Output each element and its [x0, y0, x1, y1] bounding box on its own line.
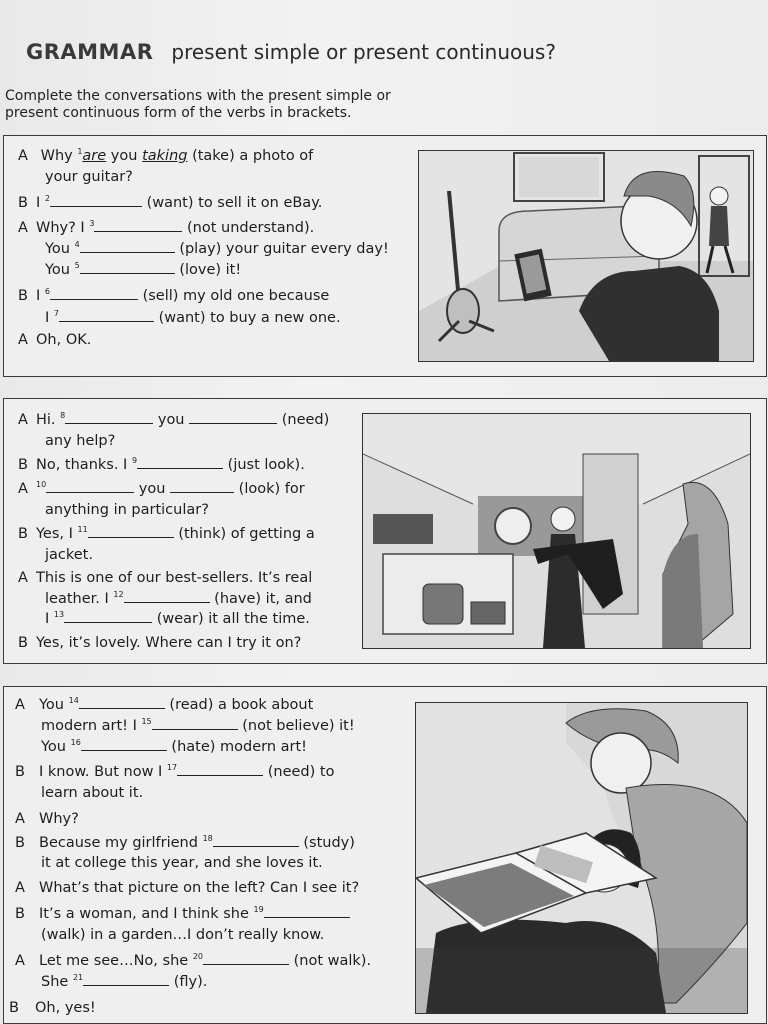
item-number: 5 [74, 261, 80, 270]
item-number: 7 [53, 309, 59, 318]
line-text: Let me see…No, she [39, 953, 193, 969]
speaker-label: A [18, 481, 28, 497]
dialogue-line [18, 569, 312, 587]
speaker-label: A [15, 953, 25, 969]
item-number: 6 [44, 287, 50, 296]
dialogue-line [18, 331, 91, 349]
speaker-label: B [15, 906, 25, 922]
line-text: Why? [39, 811, 79, 827]
dialogue-line [18, 480, 305, 498]
dialogue-line [41, 973, 207, 991]
line-text: (take) a photo of [187, 148, 314, 164]
speaker-label: A [15, 880, 25, 896]
dialogue-line: any help? [45, 433, 116, 449]
speaker-label: B [18, 526, 28, 542]
answer-blank-15[interactable] [152, 717, 238, 730]
line-text: (wear) it all the time. [156, 611, 310, 627]
line-text: I [45, 310, 54, 326]
dialogue-line [45, 261, 241, 279]
item-number: 20 [192, 952, 203, 961]
line-text: (read) a book about [169, 697, 314, 713]
line-text: (want) to buy a new one. [158, 310, 341, 326]
line-text: (think) of getting a [178, 526, 315, 542]
dialogue-line [41, 717, 355, 735]
dialogue-line [45, 309, 341, 327]
item-number: 14 [68, 696, 79, 705]
item-number: 10 [36, 480, 47, 489]
answer-blank-6[interactable] [50, 287, 138, 300]
dialogue-line [18, 525, 315, 543]
dialogue-line [45, 240, 389, 258]
line-text: (need) [281, 412, 330, 428]
dialogue-line [18, 287, 329, 305]
dialogue-line: learn about it. [41, 785, 144, 801]
answer-blank-12[interactable] [124, 590, 210, 603]
answer-blank-13[interactable] [64, 610, 152, 623]
line-text: (hate) modern art! [171, 739, 307, 755]
line-text: (want) to sell it on eBay. [146, 195, 323, 211]
item-number: 12 [113, 590, 124, 599]
speaker-label: B [18, 457, 28, 473]
line-text: (fly). [173, 974, 208, 990]
item-number: 2 [44, 194, 50, 203]
dialogue-line: (walk) in a garden…I don’t really know. [41, 927, 325, 943]
answer-blank-5[interactable] [80, 261, 175, 274]
line-text: Why [40, 148, 78, 164]
item-number: 21 [72, 973, 84, 982]
answer-blank-8b[interactable] [189, 411, 277, 424]
dialogue-line [45, 590, 312, 608]
line-text: (love) it! [179, 262, 242, 278]
answer-blank-18[interactable] [213, 834, 299, 847]
line-text: you [157, 412, 185, 428]
line-text: Oh, OK. [36, 332, 92, 348]
guitar-photo-illustration [418, 150, 754, 362]
answer-blank-14[interactable] [79, 696, 165, 709]
dialogue-line: your guitar? [45, 169, 133, 185]
answer-blank-17[interactable] [177, 763, 263, 776]
dialogue-line [15, 696, 313, 714]
speaker-label: A [15, 811, 25, 827]
dialogue-line [18, 411, 329, 429]
answer-blank-9[interactable] [137, 456, 223, 469]
speaker-label: A [18, 570, 28, 586]
answer-blank-16[interactable] [81, 738, 167, 751]
dialogue-line [41, 738, 307, 756]
item-number: 3 [89, 219, 95, 228]
line-text: Why? I [36, 220, 90, 236]
line-text: modern art! I [41, 718, 142, 734]
line-text: It’s a woman, and I think she [39, 906, 254, 922]
exercise-title: present simple or present continuous? [171, 40, 556, 64]
item-number: 1 [77, 147, 83, 156]
line-text: (not understand). [187, 220, 315, 236]
line-text: No, thanks. I [36, 457, 132, 473]
dialogue-line [18, 456, 305, 474]
line-text: you [138, 481, 166, 497]
dialogue-line: jacket. [45, 547, 93, 563]
dialogue-line [15, 952, 371, 970]
line-text: (need) to [267, 764, 335, 780]
item-number: 13 [53, 610, 65, 619]
dialogue-line [18, 147, 313, 165]
dialogue-line [15, 834, 355, 852]
line-text: (have) it, and [214, 591, 312, 607]
line-text: You [45, 262, 75, 278]
line-text: (play) your guitar every day! [179, 241, 389, 257]
dialogue-line [15, 810, 79, 828]
dialogue-line [15, 905, 350, 923]
line-text: I know. But now I [39, 764, 167, 780]
line-text: I [36, 288, 45, 304]
line-text: This is one of our best-sellers. It’s real [36, 570, 313, 586]
answer-blank-21[interactable] [83, 973, 169, 986]
item-number: 4 [74, 240, 80, 249]
speaker-label: A [18, 332, 28, 348]
instructions: Complete the conversations with the present simple or present continuous form of the verbs in brackets. [5, 88, 391, 121]
dialogue-line [18, 634, 301, 652]
line-text: you [106, 148, 143, 164]
speaker-label: A [18, 148, 28, 164]
answer-blank-3[interactable] [94, 219, 182, 232]
item-number: 19 [253, 905, 264, 914]
item-number: 15 [141, 717, 152, 726]
example-answer-taking: taking [142, 148, 188, 164]
line-text: Yes, it’s lovely. Where can I try it on? [36, 635, 302, 651]
dialogue-line [18, 219, 314, 237]
page-title [26, 40, 556, 64]
speaker-label: B [18, 635, 28, 651]
line-text: (just look). [227, 457, 305, 473]
line-text: Hi. [36, 412, 61, 428]
speaker-label: B [18, 288, 28, 304]
speaker-label: B [15, 835, 25, 851]
answer-blank-2[interactable] [50, 194, 142, 207]
dialogue-line [45, 610, 310, 628]
answer-blank-11[interactable] [88, 525, 174, 538]
answer-blank-19[interactable] [264, 905, 350, 918]
speaker-label: A [18, 220, 28, 236]
answer-blank-10b[interactable] [170, 480, 234, 493]
item-number: 16 [70, 738, 81, 747]
line-text: I [36, 195, 45, 211]
item-number: 8 [60, 411, 66, 420]
line-text: You [39, 697, 69, 713]
dialogue-line: anything in particular? [45, 502, 209, 518]
dialogue-line [9, 999, 96, 1017]
dialogue-line: it at college this year, and she loves it. [41, 855, 323, 871]
dialogue-line [15, 763, 334, 781]
dialogue-line [18, 194, 322, 212]
line-text: (not believe) it! [242, 718, 355, 734]
speaker-label: B [15, 764, 25, 780]
line-text: (study) [303, 835, 355, 851]
grammar-heading: GRAMMAR [26, 40, 154, 64]
line-text: Because my girlfriend [39, 835, 203, 851]
line-text: Yes, I [36, 526, 78, 542]
line-text: leather. I [45, 591, 114, 607]
line-text: She [41, 974, 73, 990]
item-number: 17 [166, 763, 178, 772]
clothes-shop-illustration [362, 413, 751, 649]
speaker-label: A [15, 697, 25, 713]
line-text: What’s that picture on the left? Can I see it? [39, 880, 360, 896]
line-text: Oh, yes! [35, 1000, 96, 1016]
line-text: (sell) my old one because [142, 288, 330, 304]
answer-blank-8[interactable] [65, 411, 153, 424]
line-text: You [45, 241, 75, 257]
reading-art-book-illustration [415, 702, 748, 1014]
line-text: (look) for [238, 481, 305, 497]
dialogue-line [15, 879, 359, 897]
answer-blank-10[interactable] [46, 480, 134, 493]
answer-blank-7[interactable] [59, 309, 154, 322]
item-number: 9 [131, 456, 138, 465]
line-text: You [41, 739, 71, 755]
item-number: 11 [77, 525, 88, 534]
answer-blank-20[interactable] [203, 952, 289, 965]
speaker-label: B [18, 195, 28, 211]
speaker-label: A [18, 412, 28, 428]
item-number: 18 [202, 834, 213, 843]
answer-blank-4[interactable] [80, 240, 175, 253]
line-text: (not walk). [293, 953, 372, 969]
example-answer-are: are [82, 148, 107, 164]
speaker-label: B [9, 1000, 19, 1016]
line-text: I [45, 611, 54, 627]
